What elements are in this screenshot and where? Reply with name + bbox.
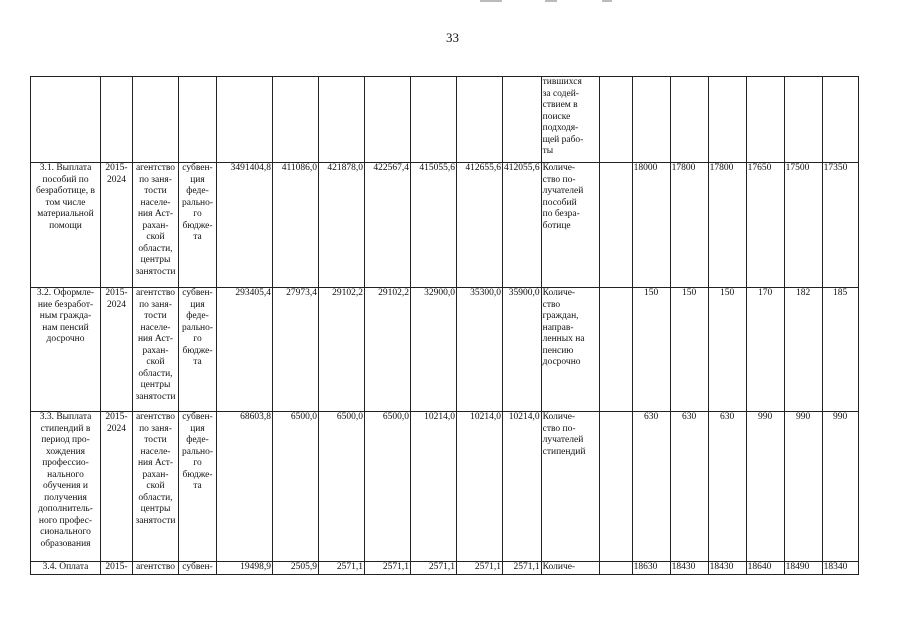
- source-cell: субвен- ция феде- рально- го бюдже- та: [179, 163, 217, 288]
- target-cell: [632, 77, 670, 163]
- source-cell: субвен- ция феде- рально- го бюдже- та: [179, 412, 217, 562]
- source-cell: субвен-: [179, 562, 217, 575]
- target-cell: 630: [708, 412, 746, 562]
- amount-cell: 19498,9: [217, 562, 273, 575]
- spacer-cell: [599, 288, 632, 412]
- amount-cell: 2571,1: [411, 562, 457, 575]
- target-cell: 185: [822, 288, 858, 412]
- amount-cell: 6500,0: [319, 412, 365, 562]
- target-cell: [784, 77, 822, 163]
- target-cell: 17500: [784, 163, 822, 288]
- executor-cell: агентство по заня- тости населе- ния Аст- рахан- ской области, центры занятости: [133, 412, 179, 562]
- table-row: [31, 412, 859, 562]
- target-cell: 17350: [822, 163, 858, 288]
- target-cell: [822, 77, 858, 163]
- target-cell: 18000: [632, 163, 670, 288]
- amount-cell: 29102,2: [319, 288, 365, 412]
- amount-cell: 3491404,8: [217, 163, 273, 288]
- amount-cell: [217, 77, 273, 163]
- spacer-cell: [599, 163, 632, 288]
- target-cell: 18340: [822, 562, 858, 575]
- executor-cell: [133, 77, 179, 163]
- activity-cell: 3.4. Оплата: [31, 562, 101, 575]
- period-cell: [101, 77, 133, 163]
- target-cell: [708, 77, 746, 163]
- amount-cell: 293405,4: [217, 288, 273, 412]
- target-cell: 990: [784, 412, 822, 562]
- amount-cell: 27973,4: [273, 288, 319, 412]
- amount-cell: 421878,0: [319, 163, 365, 288]
- indicator-cell: Количе- ство по- лучателей стипендий: [541, 412, 599, 562]
- amount-cell: 411086,0: [273, 163, 319, 288]
- period-cell: 2015- 2024: [101, 163, 133, 288]
- table-row: [31, 562, 859, 575]
- amount-cell: 412655,6: [457, 163, 503, 288]
- period-cell: 2015- 2024: [101, 412, 133, 562]
- amount-cell: 422567,4: [365, 163, 411, 288]
- target-cell: [670, 77, 708, 163]
- amount-cell: 29102,2: [365, 288, 411, 412]
- target-cell: 18490: [784, 562, 822, 575]
- amount-cell: 6500,0: [273, 412, 319, 562]
- amount-cell: [457, 77, 503, 163]
- table-row: [31, 163, 859, 288]
- target-cell: 18630: [632, 562, 670, 575]
- amount-cell: [319, 77, 365, 163]
- amount-cell: 415055,6: [411, 163, 457, 288]
- target-cell: 18640: [746, 562, 784, 575]
- amount-cell: 32900,0: [411, 288, 457, 412]
- amount-cell: [503, 77, 542, 163]
- target-cell: 17800: [670, 163, 708, 288]
- spacer-cell: [599, 562, 632, 575]
- target-cell: 990: [746, 412, 784, 562]
- amount-cell: 35300,0: [457, 288, 503, 412]
- indicator-cell: тившихся за содей- ствием в поиске подходя- щей рабо- ты: [541, 77, 599, 163]
- scan-artifact: [480, 0, 502, 2]
- target-cell: 18430: [708, 562, 746, 575]
- period-cell: 2015-: [101, 562, 133, 575]
- indicator-cell: Количе- ство по- лучателей пособий по безра- ботице: [541, 163, 599, 288]
- amount-cell: [365, 77, 411, 163]
- amount-cell: 10214,0: [411, 412, 457, 562]
- amount-cell: 412055,6: [503, 163, 542, 288]
- scan-artifact: [602, 0, 612, 2]
- source-cell: [179, 77, 217, 163]
- target-cell: 150: [708, 288, 746, 412]
- executor-cell: агентство по заня- тости населе- ния Аст- рахан- ской области, центры занятости: [133, 163, 179, 288]
- amount-cell: [273, 77, 319, 163]
- activity-cell: 3.2. Оформле- ние безработ- ным гражда- нам пенсий досрочно: [31, 288, 101, 412]
- target-cell: 630: [670, 412, 708, 562]
- executor-cell: агентство по заня- тости населе- ния Аст- рахан- ской области, центры занятости: [133, 288, 179, 412]
- amount-cell: 10214,0: [503, 412, 542, 562]
- table-row: [31, 77, 859, 163]
- target-cell: 18430: [670, 562, 708, 575]
- target-cell: [746, 77, 784, 163]
- activity-cell: 3.3. Выплата стипендий в период про- хождения профессио- нального обучения и получения дополнитель- ного профес- сионального образования: [31, 412, 101, 562]
- amount-cell: 2505,9: [273, 562, 319, 575]
- amount-cell: 10214,0: [457, 412, 503, 562]
- indicator-cell: Количе-: [541, 562, 599, 575]
- program-activities-table: [30, 76, 859, 575]
- amount-cell: 6500,0: [365, 412, 411, 562]
- spacer-cell: [599, 77, 632, 163]
- scan-artifact: [545, 0, 557, 2]
- target-cell: 17800: [708, 163, 746, 288]
- target-cell: 170: [746, 288, 784, 412]
- activity-cell: [31, 77, 101, 163]
- period-cell: 2015- 2024: [101, 288, 133, 412]
- amount-cell: 68603,8: [217, 412, 273, 562]
- target-cell: 182: [784, 288, 822, 412]
- amount-cell: 2571,1: [319, 562, 365, 575]
- spacer-cell: [599, 412, 632, 562]
- source-cell: субвен- ция феде- рально- го бюдже- та: [179, 288, 217, 412]
- amount-cell: [411, 77, 457, 163]
- executor-cell: агентство: [133, 562, 179, 575]
- target-cell: 17650: [746, 163, 784, 288]
- indicator-cell: Количе- ство граждан, направ- ленных на пенсию досрочно: [541, 288, 599, 412]
- target-cell: 630: [632, 412, 670, 562]
- page-number: 33: [446, 30, 459, 45]
- table-row: [31, 288, 859, 412]
- amount-cell: 2571,1: [365, 562, 411, 575]
- amount-cell: 2571,1: [503, 562, 542, 575]
- amount-cell: 35900,0: [503, 288, 542, 412]
- amount-cell: 2571,1: [457, 562, 503, 575]
- target-cell: 150: [670, 288, 708, 412]
- activity-cell: 3.1. Выплата пособий по безработице, в том числе материальной помощи: [31, 163, 101, 288]
- target-cell: 990: [822, 412, 858, 562]
- target-cell: 150: [632, 288, 670, 412]
